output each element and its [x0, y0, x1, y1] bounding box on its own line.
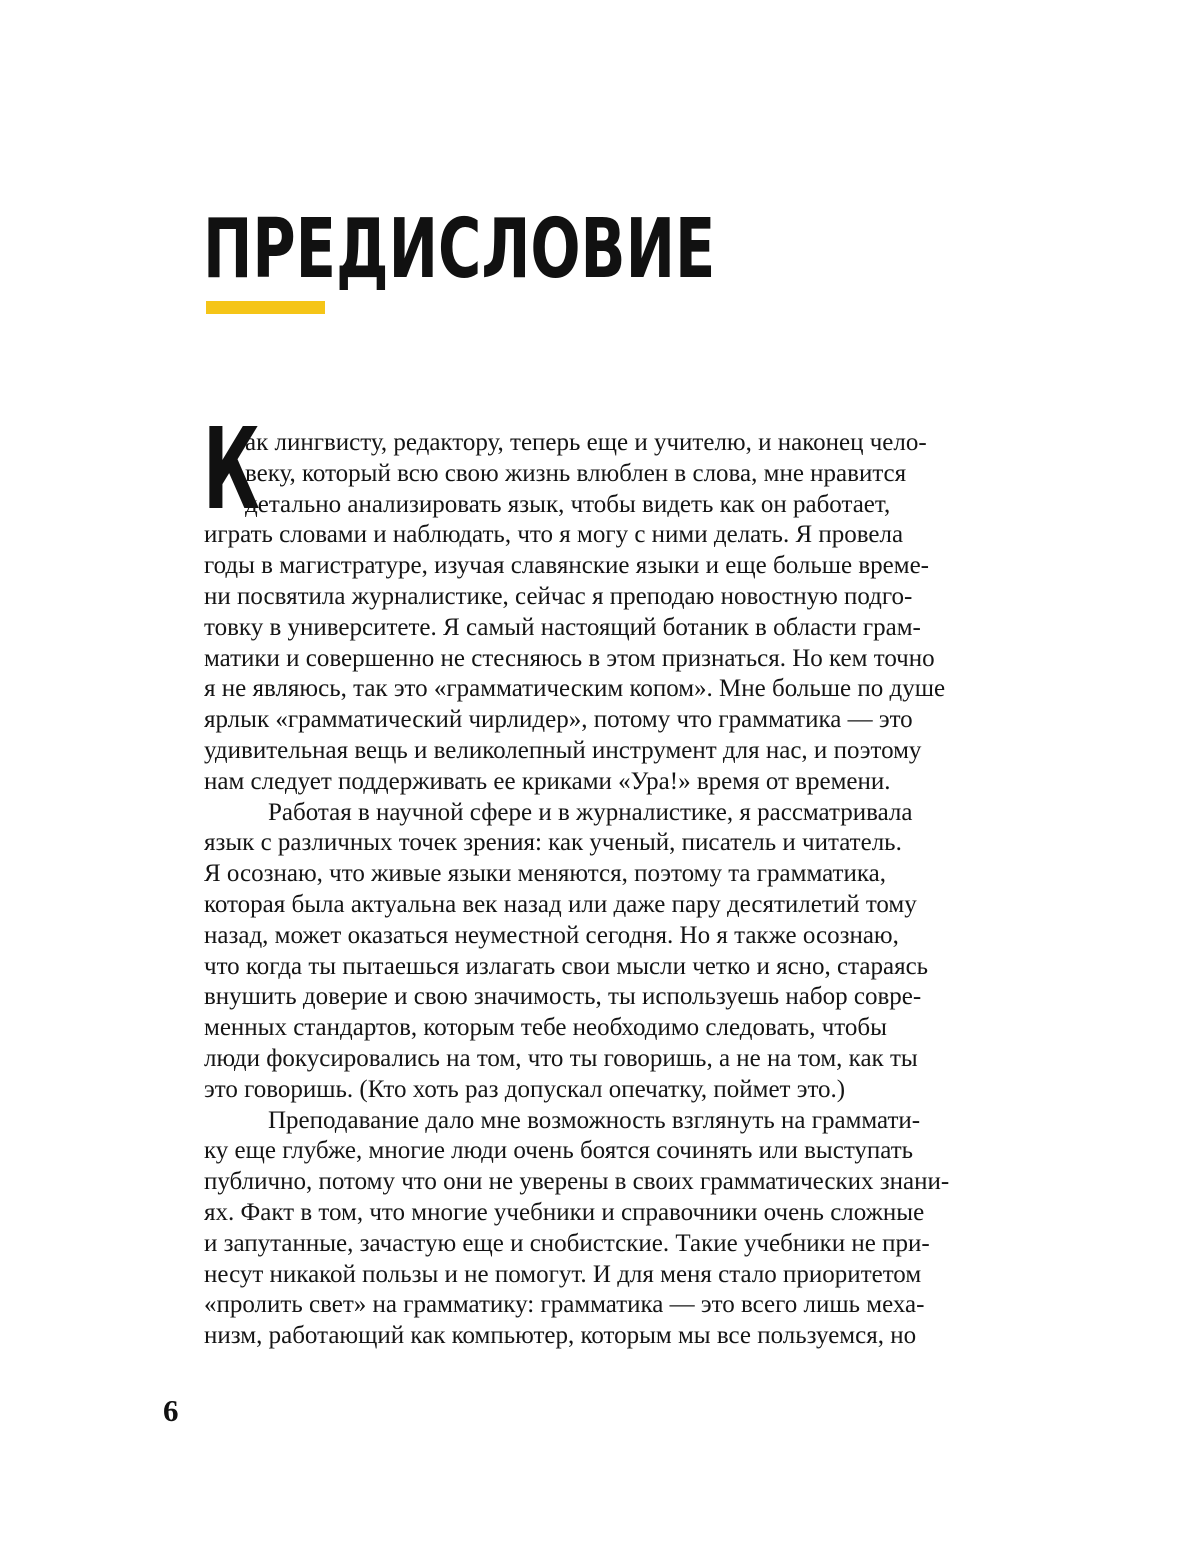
paragraph-2: [204, 798, 1004, 1106]
text-line: ни посвятила журналистике, сейчас я преподаю новостную подго-: [204, 582, 913, 610]
text-line: это говоришь. (Кто хоть раз допускал опечатку, поймет это.): [204, 1075, 846, 1103]
text-line: несут никакой пользы и не помогут. И для меня стало приоритетом: [204, 1260, 922, 1288]
text-line: язык с различных точек зрения: как ученый, писатель и читатель.: [204, 829, 902, 857]
text-line: что когда ты пытаешься излагать свои мысли четко и ясно, стараясь: [204, 952, 929, 980]
heading-accent-bar: [206, 301, 325, 314]
text-line: которая была актуальна век назад или даже пару десятилетий тому: [204, 890, 917, 918]
text-line: Преподавание дало мне возможность взглянуть на граммати-: [268, 1106, 921, 1134]
text-line: годы в магистратуре, изучая славянские языки и еще больше време-: [204, 552, 929, 580]
text-line: Работая в научной сфере и в журналистике, я рассматривала: [268, 798, 913, 826]
page-number: 6: [163, 1393, 179, 1428]
text-line: назад, может оказаться неуместной сегодня. Но я также осознаю,: [204, 921, 899, 949]
text-line: и запутанные, зачастую еще и снобистские. Такие учебники не при-: [204, 1229, 930, 1257]
text-line: матики и совершенно не стесняюсь в этом признаться. Но кем точно: [204, 644, 935, 672]
text-line: ях. Факт в том, что многие учебники и справочники очень сложные: [204, 1198, 925, 1226]
drop-cap: К: [203, 405, 260, 535]
text-line: публично, потому что они не уверены в своих грамматических знани-: [204, 1168, 950, 1196]
text-line: товку в университете. Я самый настоящий ботаник в области грам-: [204, 613, 921, 641]
text-line: «пролить свет» на грамматику: грамматика — это всего лишь меха-: [204, 1291, 925, 1319]
text-line: внушить доверие и свою значимость, ты используешь набор совре-: [204, 983, 922, 1011]
text-line: Я осознаю, что живые языки меняются, поэтому та грамматика,: [204, 860, 886, 888]
body-text: [204, 428, 1004, 1352]
text-line: нам следует поддерживать ее криками «Ура!» время от времени.: [204, 767, 891, 795]
text-line: низм, работающий как компьютер, которым мы все пользуемся, но: [204, 1322, 917, 1350]
text-line: ку еще глубже, многие люди очень боятся сочинять или выступать: [204, 1137, 914, 1165]
text-line: детально анализировать язык, чтобы видеть как он работает,: [245, 490, 891, 518]
chapter-heading: ПРЕДИСЛОВИЕ: [203, 202, 716, 297]
text-line: удивительная вещь и великолепный инструмент для нас, и поэтому: [204, 736, 922, 764]
text-line: менных стандартов, которым тебе необходимо следовать, чтобы: [204, 1014, 887, 1042]
paragraph-1: [204, 428, 1004, 798]
text-line: играть словами и наблюдать, что я могу с ними делать. Я провела: [204, 521, 904, 549]
paragraph-3: [204, 1106, 1004, 1352]
text-line: я не являюсь, так это «грамматическим копом». Мне больше по душе: [204, 675, 946, 703]
text-line: ак лингвисту, редактору, теперь еще и учителю, и наконец чело-: [245, 429, 927, 456]
text-line: ярлык «грамматический чирлидер», потому что грамматика — это: [204, 706, 913, 734]
text-line: люди фокусировались на том, что ты говоришь, а не на том, как ты: [204, 1044, 918, 1072]
text-line: веку, который всю свою жизнь влюблен в слова, мне нравится: [245, 459, 907, 487]
